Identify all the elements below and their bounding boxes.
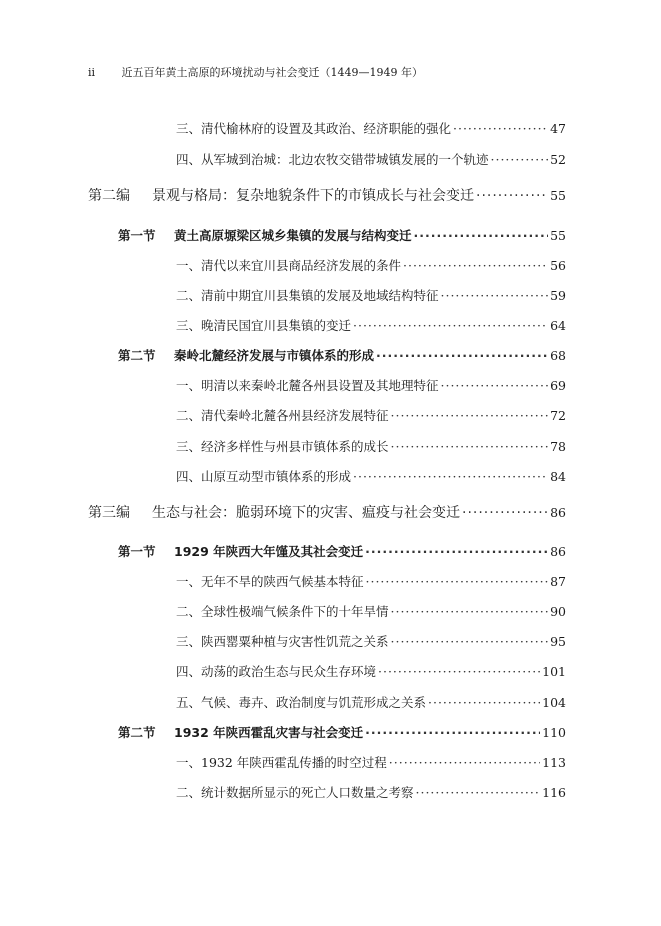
- dot-leader: [365, 725, 540, 740]
- toc-item-title: 一、清代以来宜川县商品经济发展的条件: [176, 258, 402, 273]
- dot-leader: [476, 188, 548, 204]
- toc-item[interactable]: [176, 632, 566, 650]
- toc-item-title: 三、经济多样性与州县市镇体系的成长: [176, 439, 389, 454]
- toc-item-page: 52: [550, 152, 566, 167]
- toc-item[interactable]: [176, 406, 566, 424]
- toc-item[interactable]: [176, 286, 566, 304]
- toc-section-page: 86: [550, 544, 566, 559]
- dot-leader: [365, 544, 548, 559]
- dot-leader: [353, 469, 548, 484]
- dot-leader: [389, 755, 540, 770]
- dot-leader: [403, 258, 548, 273]
- toc-item-page: 116: [542, 785, 566, 800]
- header-book-title: 近五百年黄土高原的环境扰动与社会变迁（1449—1949 年）: [121, 66, 423, 79]
- toc-section-page: 110: [542, 725, 566, 740]
- toc-item[interactable]: [176, 467, 566, 485]
- toc-item-title: 四、山原互动型市镇体系的形成: [176, 469, 352, 484]
- toc-item-page: 64: [550, 318, 566, 333]
- toc-section-label: 第二节: [118, 725, 156, 740]
- toc-item[interactable]: [176, 602, 566, 620]
- toc-section[interactable]: [118, 542, 566, 560]
- toc-item-title: 三、清代榆林府的设置及其政治、经济职能的强化: [176, 121, 452, 136]
- dot-leader: [391, 408, 549, 423]
- toc-section-label: 第一节: [118, 544, 156, 559]
- dot-leader: [453, 121, 548, 136]
- dot-leader: [441, 288, 549, 303]
- toc-item-title: 一、无年不旱的陕西气候基本特征: [176, 574, 364, 589]
- toc-section[interactable]: [118, 346, 566, 364]
- toc-section-title: 1929 年陕西大年馑及其社会变迁: [174, 544, 364, 559]
- toc-item[interactable]: [176, 753, 566, 771]
- toc-section-title: 黄土高原塬梁区城乡集镇的发展与结构变迁: [174, 228, 412, 243]
- header-page-number: ii: [88, 66, 96, 79]
- dot-leader: [353, 318, 548, 333]
- toc-section-label: 第二节: [118, 348, 156, 363]
- toc-item[interactable]: [176, 316, 566, 334]
- toc-item-page: 78: [550, 439, 566, 454]
- toc-item[interactable]: [176, 437, 566, 455]
- toc-section[interactable]: [118, 723, 566, 741]
- toc-section-title: 秦岭北麓经济发展与市镇体系的形成: [174, 348, 375, 363]
- toc-item[interactable]: [176, 662, 566, 680]
- toc-item[interactable]: [176, 376, 566, 394]
- toc-item-page: 56: [550, 258, 566, 273]
- toc-item-page: 87: [550, 574, 566, 589]
- toc-item[interactable]: [176, 256, 566, 274]
- toc-item-title: 一、明清以来秦岭北麓各州县设置及其地理特征: [176, 378, 439, 393]
- toc-item-page: 95: [550, 634, 566, 649]
- dot-leader: [366, 574, 549, 589]
- toc-section-page: 68: [550, 348, 566, 363]
- dot-leader: [491, 152, 549, 167]
- toc-item-page: 104: [542, 695, 566, 710]
- toc-item[interactable]: [176, 693, 566, 711]
- toc-part-label: 第二编: [88, 188, 130, 204]
- dot-leader: [376, 348, 548, 363]
- dot-leader: [378, 664, 540, 679]
- toc-section-label: 第一节: [118, 228, 156, 243]
- toc-item-title: 一、1932 年陕西霍乱传播的时空过程: [176, 755, 387, 770]
- toc-part[interactable]: [88, 185, 566, 205]
- toc-item-page: 72: [550, 408, 566, 423]
- dot-leader: [441, 378, 549, 393]
- toc-item-title: 二、统计数据所显示的死亡人口数量之考察: [176, 785, 414, 800]
- toc-part-label: 第三编: [88, 505, 130, 521]
- toc-item-title: 二、全球性极端气候条件下的十年旱情: [176, 604, 389, 619]
- toc-item[interactable]: [176, 119, 566, 137]
- toc-section[interactable]: [118, 226, 566, 244]
- toc-item-page: 59: [550, 288, 566, 303]
- toc-item-page: 69: [550, 378, 566, 393]
- toc-section-title: 1932 年陕西霍乱灾害与社会变迁: [174, 725, 364, 740]
- dot-leader: [391, 604, 549, 619]
- toc-part-title: 景观与格局：复杂地貌条件下的市镇成长与社会变迁: [152, 188, 474, 204]
- toc-item-title: 五、气候、毒卉、政治制度与饥荒形成之关系: [176, 695, 427, 710]
- toc-item-title: 二、清前中期宜川县集镇的发展及地域结构特征: [176, 288, 439, 303]
- toc-part-page: 86: [550, 505, 566, 520]
- toc-item[interactable]: [176, 150, 566, 168]
- toc-item-title: 四、动荡的政治生态与民众生存环境: [176, 664, 377, 679]
- toc-item-page: 90: [550, 604, 566, 619]
- dot-leader: [391, 439, 549, 454]
- toc-part-title: 生态与社会：脆弱环境下的灾害、瘟疫与社会变迁: [152, 505, 460, 521]
- running-header: [88, 64, 423, 80]
- toc-item-page: 84: [550, 469, 566, 484]
- dot-leader: [414, 228, 549, 243]
- toc-part[interactable]: [88, 502, 566, 522]
- toc-part-page: 55: [550, 188, 566, 203]
- toc-item-page: 113: [542, 755, 566, 770]
- dot-leader: [462, 505, 548, 521]
- toc-item[interactable]: [176, 572, 566, 590]
- dot-leader: [428, 695, 540, 710]
- dot-leader: [391, 634, 549, 649]
- toc-item-title: 二、清代秦岭北麓各州县经济发展特征: [176, 408, 389, 423]
- toc-item-page: 101: [542, 664, 566, 679]
- toc-item-title: 三、陕西罂粟种植与灾害性饥荒之关系: [176, 634, 389, 649]
- toc-section-page: 55: [550, 228, 566, 243]
- toc-item[interactable]: [176, 783, 566, 801]
- toc-item-title: 三、晚清民国宜川县集镇的变迁: [176, 318, 352, 333]
- toc-item-page: 47: [550, 121, 566, 136]
- dot-leader: [416, 785, 541, 800]
- toc-item-title: 四、从军城到治城：北边农牧交错带城镇发展的一个轨迹: [176, 152, 489, 167]
